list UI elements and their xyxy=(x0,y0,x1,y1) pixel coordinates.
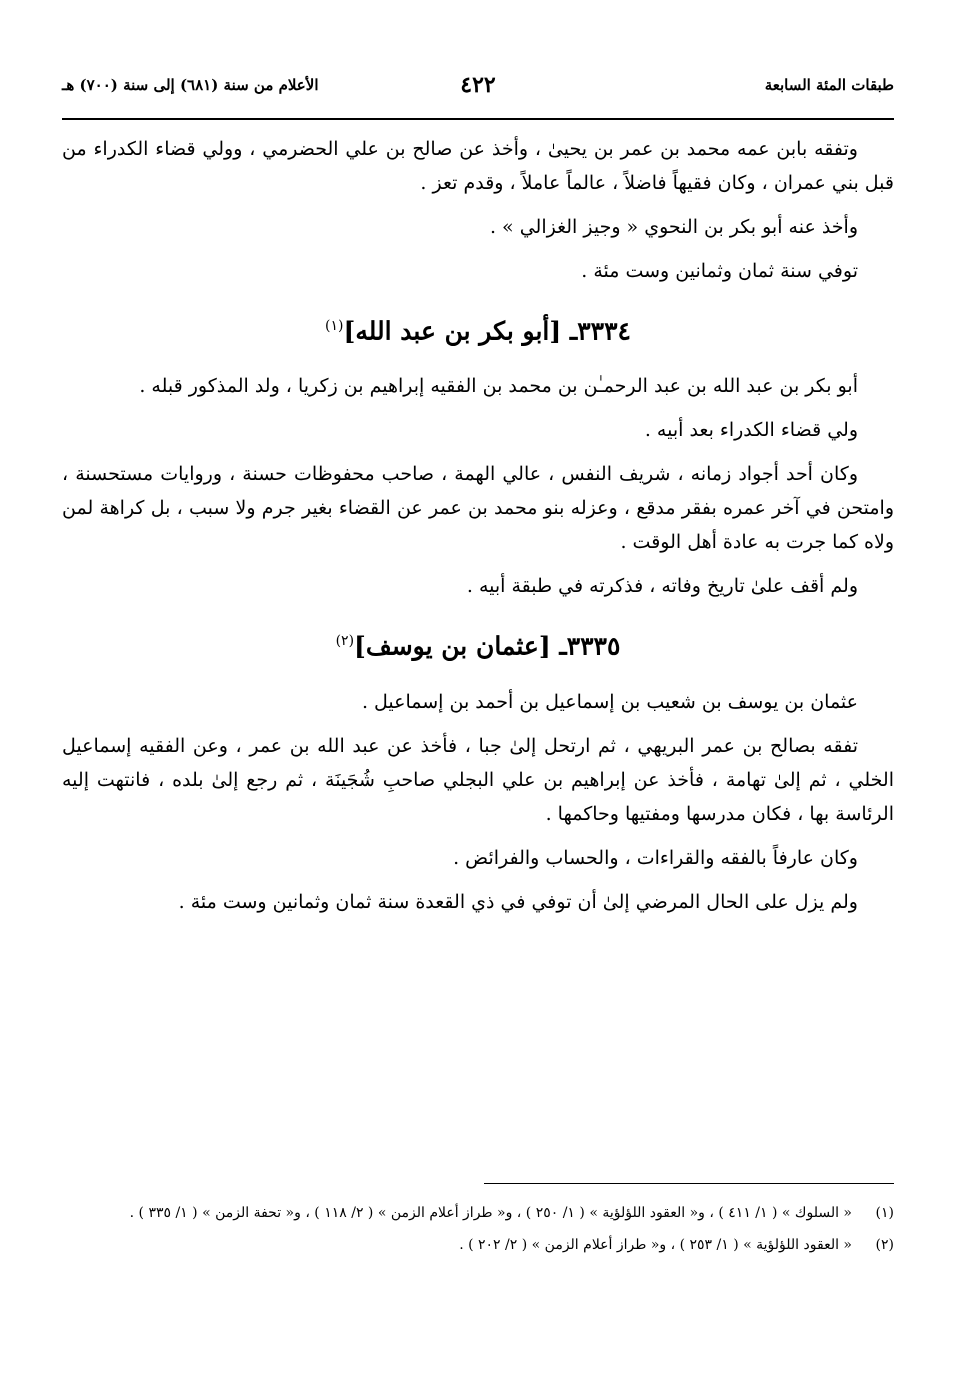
entry-paragraph: ولم يزل على الحال المرضي إلىٰ أن توفي في ذي القعدة سنة ثمان وثمانين وست مئة . xyxy=(178,890,858,913)
entry-title: ٣٣٣٤ـ [أبو بكر بن عبد الله] xyxy=(343,316,631,346)
header-range: الأعلام من سنة (٦٨١) إلى سنة (٧٠٠) هـ xyxy=(62,76,319,94)
footnote-ref: (١) xyxy=(325,318,344,334)
entry-paragraph: عثمان بن يوسف بن شعيب بن إسماعيل بن أحمد بن إسماعيل . xyxy=(361,690,858,713)
footnote xyxy=(62,1200,894,1226)
footnote-text: « العقود اللؤلؤية » ( ١/ ٢٥٣ ) ، و« طراز أعلام الزمن » ( ٢/ ٢٠٢ ) . xyxy=(459,1237,852,1253)
page-number: ٤٢٢ xyxy=(460,72,496,98)
footnote-number: (٢) xyxy=(875,1237,894,1253)
intro-paragraph: وأخذ عنه أبو بكر بن النحوي « وجيز الغزالي » . xyxy=(489,216,858,238)
footnotes xyxy=(62,1200,894,1264)
entry-paragraph: تفقه بصالح بن عمر البريهي ، ثم ارتحل إلىٰ جبا ، فأخذ عن عبد الله بن عمر ، وعن الفقيه إسماعيل الخلي ، ثم إلىٰ تهامة ، فأخذ عن إبراهيم بن علي البجلي صاحبِ شُجَينَة ، ثم رجع إلىٰ بلده ، فانتهت إليه الرئاسة بها ، فكان مدرسها ومفتيها وحاكمها . xyxy=(62,734,894,825)
footnote-ref: (٢) xyxy=(335,633,355,650)
footnote-divider xyxy=(484,1183,894,1184)
footnote-number: (١) xyxy=(875,1205,894,1221)
entry-paragraph: وكان عارفاً بالفقه والقراءات ، والحساب والفرائض . xyxy=(453,846,858,869)
page-body xyxy=(62,132,894,929)
entry-paragraph: وكان أحد أجواد زمانه ، شريف النفس ، عالي الهمة ، صاحب محفوظات حسنة ، وروايات مستحسنة ، وامتحن في آخر عمره بفقر مدقع ، وعزله بنو محمد بن عمر عن القضاء بغير جرم ولا سبب ، بل كراهة لمن ولاه كما جرت به عادة أهل الوقت . xyxy=(62,463,894,554)
entry-heading xyxy=(62,621,894,666)
entry-heading xyxy=(62,306,894,351)
entry-title: ٣٣٣٥ـ [عثمان بن يوسف] xyxy=(354,631,621,661)
intro-paragraph: توفي سنة ثمان وثمانين وست مئة . xyxy=(581,260,858,282)
entry-paragraph: ولم أقف علىٰ تاريخ وفاته ، فذكرته في طبقة أبيه . xyxy=(466,575,858,598)
entry-paragraph: أبو بكر بن عبد الله بن عبد الرحمـٰن بن محمد بن الفقيه إبراهيم بن زكريا ، ولد المذكور قبله . xyxy=(139,375,858,398)
entry-paragraph: ولي قضاء الكدراء بعد أبيه . xyxy=(644,419,858,442)
footnote-text: « السلوك » ( ١/ ٤١١ ) ، و« العقود اللؤلؤية » ( ١/ ٢٥٠ ) ، و« طراز أعلام الزمن » ( ٢/ ١١٨ ) ، و« تحفة الزمن » ( ١/ ٣٣٥ ) . xyxy=(129,1205,852,1221)
footnote xyxy=(62,1232,894,1258)
running-header xyxy=(62,72,894,112)
intro-paragraph: وتفقه بابن عمه محمد بن عمر بن يحيىٰ ، وأخذ عن صالح بن علي الحضرمي ، وولي قضاء الكدراء من قبل بني عمران ، وكان فقيهاً فاضلاً ، عالماً عاملاً ، وقدم تعز . xyxy=(62,138,894,194)
header-section-title: طبقات المئة السابعة xyxy=(764,76,894,94)
header-divider xyxy=(62,118,894,120)
